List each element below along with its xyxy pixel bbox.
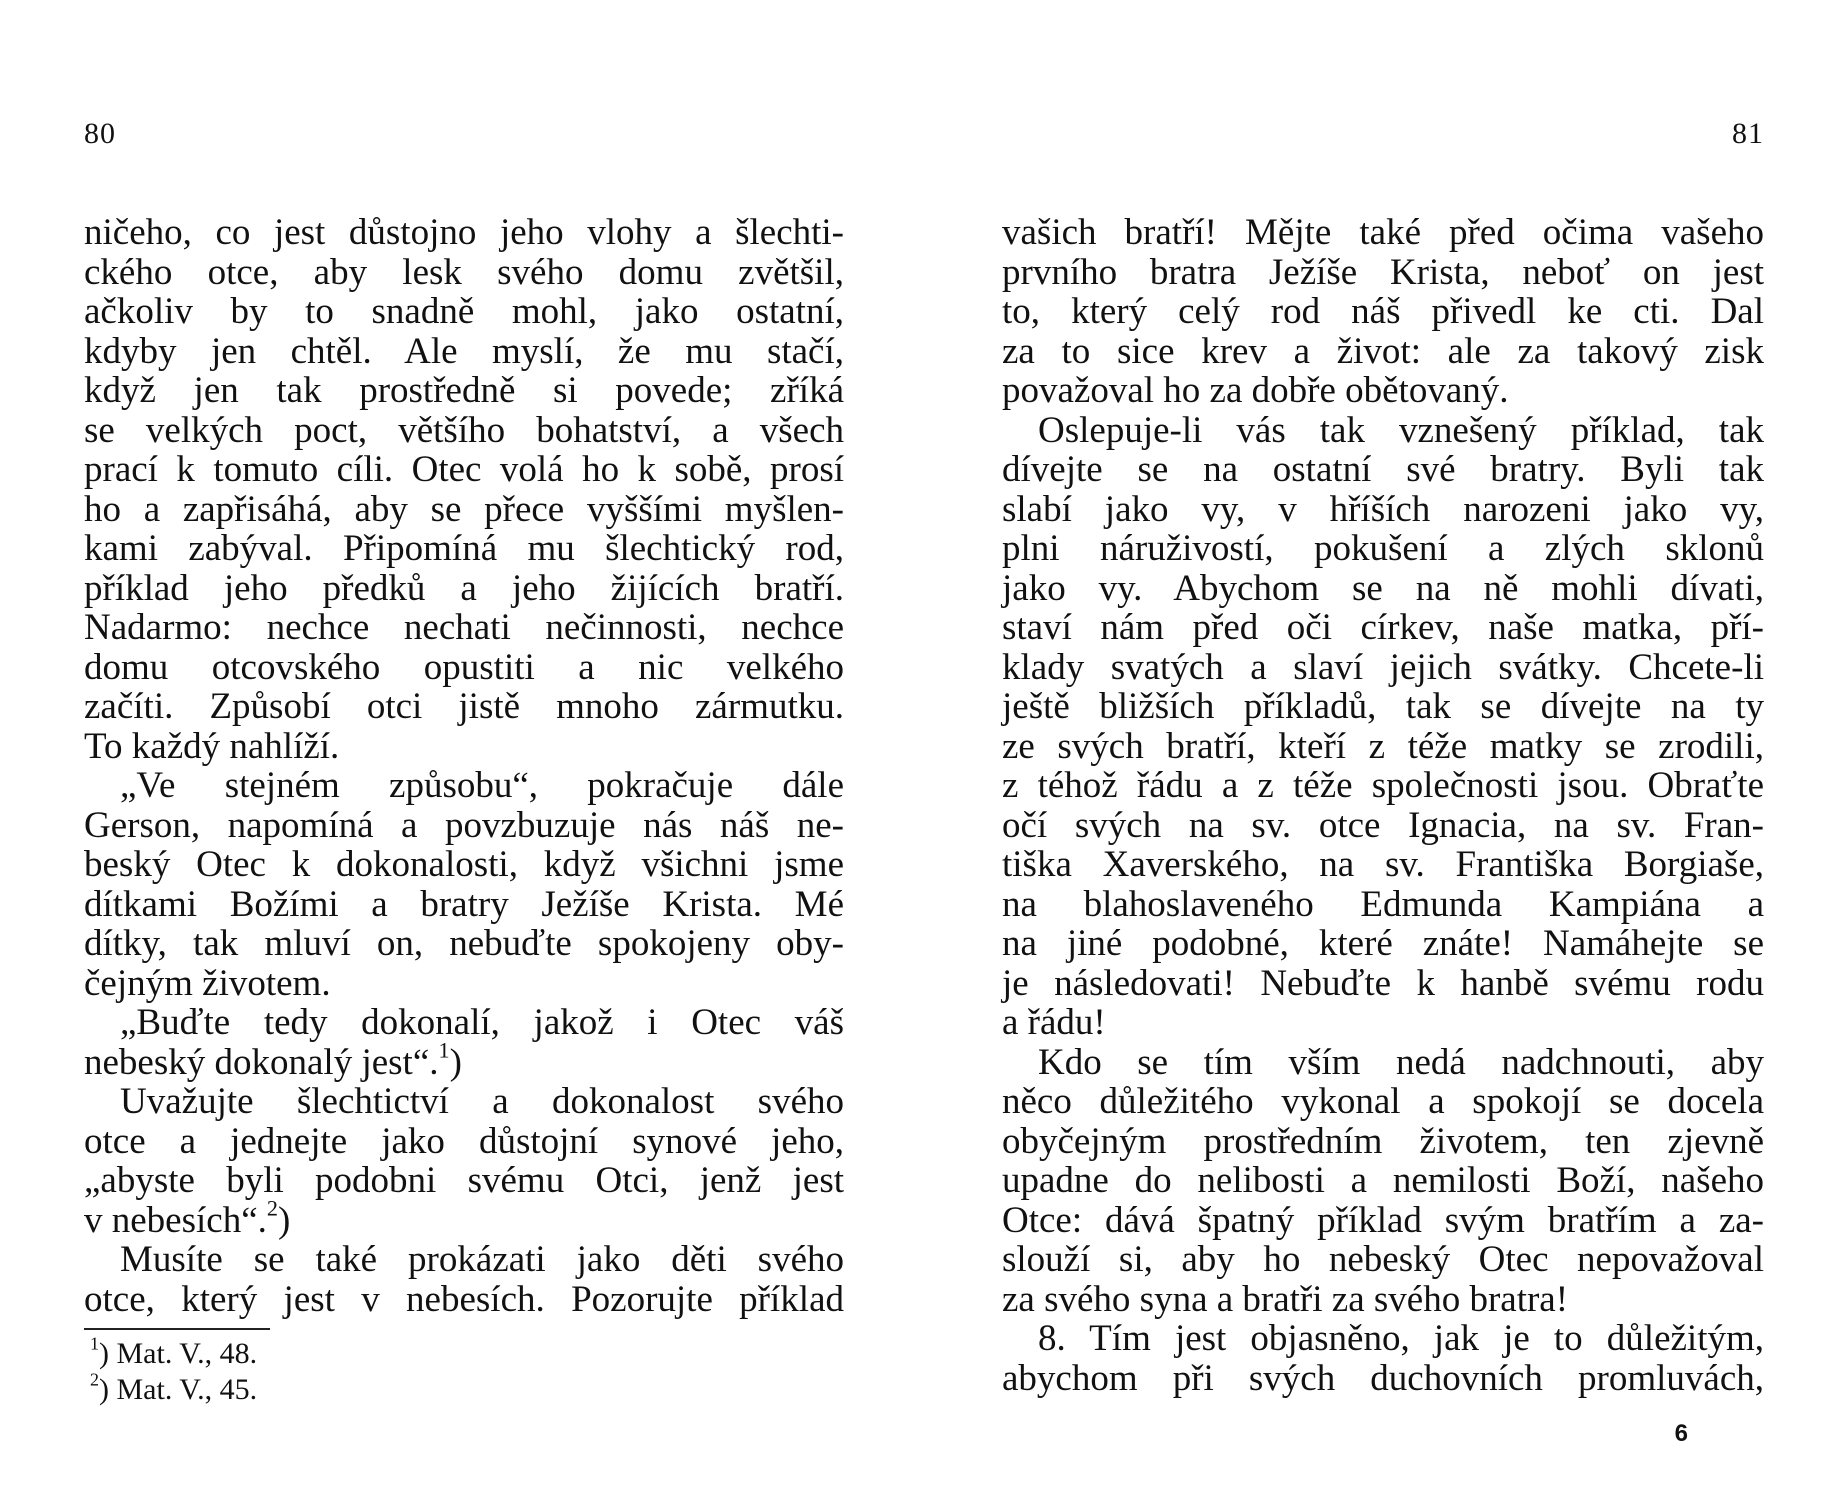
footnotes (90, 1333, 258, 1408)
text-line-content: v nebesích“. (84, 1199, 267, 1241)
text-line: začíti. Způsobí otci jistě mnoho zármutku. (84, 686, 844, 727)
text-line: vašich bratří! Mějte také před očima vašeho (1002, 212, 1764, 253)
text-line: se velkých poct, většího bohatství, a všech (84, 409, 844, 451)
text-line: kdyby jen chtěl. Ale myslí, že mu stačí, (84, 330, 844, 372)
text-line: Nadarmo: nechce nechati nečinnosti, nechce (84, 607, 844, 648)
text-line: a řádu! (1002, 1002, 1106, 1043)
footnote-text: Mat. V., 45. (116, 1373, 258, 1406)
text-line: dívejte se na ostatní své bratry. Byli tak (1002, 449, 1764, 490)
text-line: Kdo se tím vším nedá nadchnouti, aby (1038, 1041, 1764, 1083)
right-page-text (1002, 213, 1764, 1398)
text-line: za to sice krev a život: ale za takový zisk (1002, 330, 1764, 372)
text-line: „Buďte tedy dokonalí, jakož i Otec váš (120, 1002, 844, 1043)
text-line: otce a jednejte jako důstojní synové jeho, (84, 1120, 844, 1162)
text-line: dítky, tak mluví on, nebuďte spokojeny oby- (84, 923, 844, 964)
signature-mark: 6 (1674, 1420, 1688, 1447)
text-line: ze svých bratří, kteří z téže matky se zrodili, (1002, 725, 1764, 767)
text-line: čejným životem. (84, 962, 331, 1004)
text-line: otce, který jest v nebesích. Pozorujte příklad (84, 1278, 844, 1320)
text-line: staví nám před oči církev, naše matka, pří- (1002, 607, 1764, 648)
text-line: ho a zapřisáhá, aby se přece vyššími myšlen- (84, 488, 844, 530)
left-page-text (84, 213, 844, 1319)
text-line-content: nebeský dokonalý jest“. (84, 1041, 439, 1083)
text-line: dítkami Božími a bratry Ježíše Krista. Mé (84, 883, 844, 925)
footnote-ref: 2 (266, 1194, 278, 1220)
text-line: Uvažujte šlechtictví a dokonalost svého (120, 1081, 844, 1122)
footnote-text: Mat. V., 48. (116, 1337, 258, 1370)
text-line: je následovati! Nebuďte k hanbě svému rodu (1002, 962, 1764, 1004)
right-page (912, 0, 1824, 1500)
text-line: Musíte se také prokázati jako děti svého (120, 1239, 844, 1280)
text-line: abychom při svých duchovních promluvách, (1002, 1357, 1764, 1399)
footnote-ref: 1 (438, 1036, 450, 1062)
footnote-marker: 2 (90, 1369, 99, 1390)
text-line: To každý nahlíží. (84, 725, 340, 767)
text-line: to, který celý rod náš přivedl ke cti. Dal (1002, 291, 1764, 332)
page-number-right: 81 (1732, 117, 1764, 150)
text-line: „Ve stejném způsobu“, pokračuje dále (120, 765, 844, 806)
page-number-left: 80 (84, 117, 116, 150)
text-line: jako vy. Abychom se na ně mohli dívati, (1002, 567, 1764, 609)
text-line: Otce: dává špatný příklad svým bratřím a za- (1002, 1199, 1764, 1241)
text-line: plni náruživostí, pokušení a zlých sklonů (1002, 528, 1764, 569)
text-line: klady svatých a slaví jejich svátky. Chcete-li (1002, 646, 1764, 688)
text-line: něco důležitého vykonal a spokojí se docela (1002, 1081, 1764, 1122)
text-line: příklad jeho předků a jeho žijících bratří. (84, 567, 844, 609)
text-line: upadne do nelibosti a nemilosti Boží, našeho (1002, 1160, 1764, 1201)
text-line: kami zabýval. Připomíná mu šlechtický rod, (84, 528, 844, 569)
text-line: ačkoliv by to snadně mohl, jako ostatní, (84, 291, 844, 332)
text-line: nebeský dokonalý jest“.$^1$) (84, 1036, 462, 1083)
text-line: Gerson, napomíná a povzbuzuje nás náš ne- (84, 804, 844, 846)
text-line: z téhož řádu a z téže společnosti jsou. Obraťte (1002, 765, 1764, 806)
text-line: ničeho, co jest důstojno jeho vlohy a šlechti- (84, 212, 844, 253)
text-line: na jiné podobné, které znáte! Namáhejte se (1002, 923, 1764, 964)
text-line: domu otcovského opustiti a nic velkého (84, 646, 844, 688)
text-line: za svého syna a bratři za svého bratra! (1002, 1278, 1569, 1320)
text-line: slabí jako vy, v hříších narozeni jako vy, (1002, 488, 1764, 530)
text-line: 8. Tím jest objasněno, jak je to důležitým, (1038, 1318, 1764, 1359)
text-line: prací k tomuto cíli. Otec volá ho k sobě, prosí (84, 449, 844, 490)
footnote-marker: 1 (90, 1333, 99, 1354)
footnote-divider (84, 1328, 270, 1330)
footnote: $^1$) Mat. V., 48. (90, 1333, 258, 1370)
text-line: Oslepuje-li vás tak vznešený příklad, tak (1038, 409, 1764, 451)
text-line: slouží si, aby ho nebeský Otec nepovažoval (1002, 1239, 1764, 1280)
text-line: považoval ho za dobře obětovaný. (1002, 370, 1509, 411)
text-line: očí svých na sv. otce Ignacia, na sv. Fran- (1002, 804, 1764, 846)
text-line: obyčejným prostředním životem, ten zjevně (1002, 1120, 1764, 1162)
text-line: když jen tak prostředně si povede; zříká (84, 370, 844, 411)
footnote: $^2$) Mat. V., 45. (90, 1369, 258, 1406)
text-line: v nebesích“.$^2$) (84, 1194, 291, 1241)
text-line: „abyste byli podobni svému Otci, jenž jest (84, 1160, 844, 1201)
text-line: na blahoslaveného Edmunda Kampiána a (1002, 883, 1764, 925)
text-line: tiška Xaverského, na sv. Františka Borgiaše, (1002, 844, 1764, 885)
text-line: beský Otec k dokonalosti, když všichni jsme (84, 844, 844, 885)
text-line: ještě bližších příkladů, tak se dívejte na ty (1002, 686, 1764, 727)
text-line: ckého otce, aby lesk svého domu zvětšil, (84, 251, 844, 293)
text-line: prvního bratra Ježíše Krista, neboť on jest (1002, 251, 1764, 293)
